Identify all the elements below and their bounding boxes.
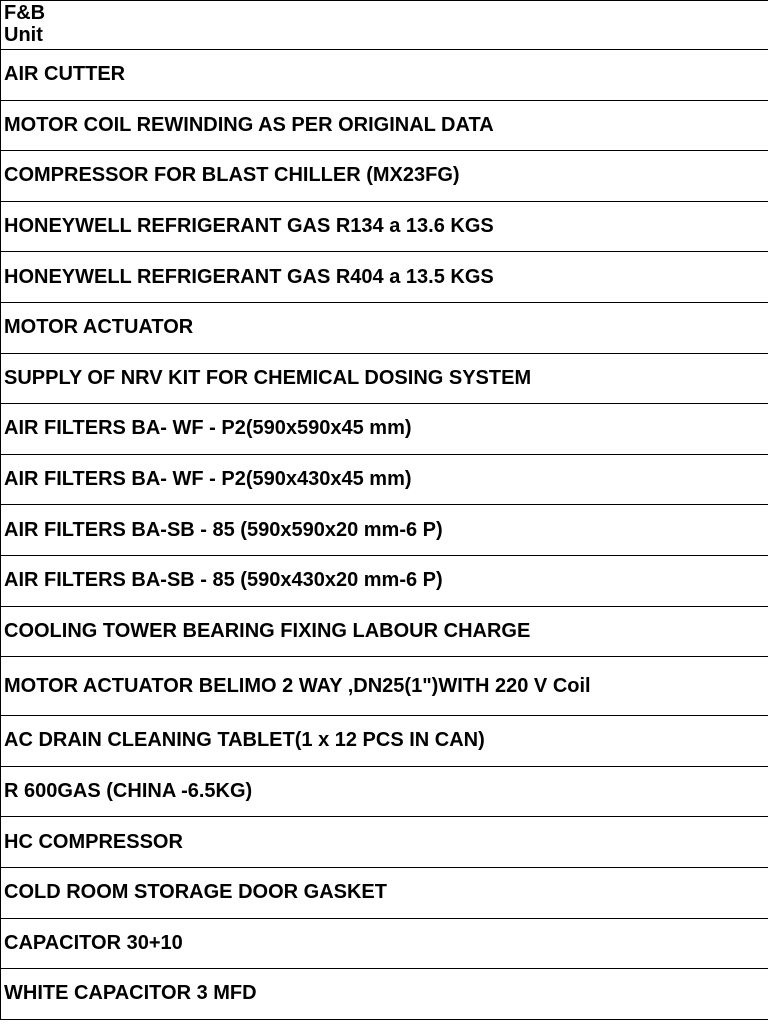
table-row: MOTOR ACTUATOR <box>1 303 768 354</box>
table-row: COOLING TOWER BEARING FIXING LABOUR CHARGE <box>1 607 768 658</box>
table-row: WHITE CAPACITOR 3 MFD <box>1 969 768 1020</box>
table-row: AC DRAIN CLEANING TABLET(1 x 12 PCS IN CAN) <box>1 716 768 767</box>
header-line-2: Unit <box>4 24 43 46</box>
table-row: AIR FILTERS BA-SB - 85 (590x430x20 mm-6 P) <box>1 556 768 607</box>
column-header <box>1 0 768 50</box>
table-row: AIR FILTERS BA- WF - P2(590x430x45 mm) <box>1 455 768 506</box>
table-row: AIR CUTTER <box>1 50 768 101</box>
table-row: MOTOR ACTUATOR BELIMO 2 WAY ,DN25(1")WITH 220 V Coil <box>1 657 768 716</box>
header-line-1: F&B <box>4 2 46 24</box>
table-row: AIR FILTERS BA-SB - 85 (590x590x20 mm-6 P) <box>1 505 768 556</box>
table-row: R 600GAS (CHINA -6.5KG) <box>1 767 768 818</box>
table-row: CAPACITOR 30+10 <box>1 919 768 970</box>
table-row: AIR FILTERS BA- WF - P2(590x590x45 mm) <box>1 404 768 455</box>
table-row: HONEYWELL REFRIGERANT GAS R134 a 13.6 KGS <box>1 202 768 253</box>
table-row: COLD ROOM STORAGE DOOR GASKET <box>1 868 768 919</box>
table-row: HONEYWELL REFRIGERANT GAS R404 a 13.5 KGS <box>1 252 768 303</box>
table-row: HC COMPRESSOR <box>1 817 768 868</box>
table-row: MOTOR COIL REWINDING AS PER ORIGINAL DATA <box>1 101 768 152</box>
table-row: SUPPLY OF NRV KIT FOR CHEMICAL DOSING SYSTEM <box>1 354 768 405</box>
table-row: COMPRESSOR FOR BLAST CHILLER (MX23FG) <box>1 151 768 202</box>
